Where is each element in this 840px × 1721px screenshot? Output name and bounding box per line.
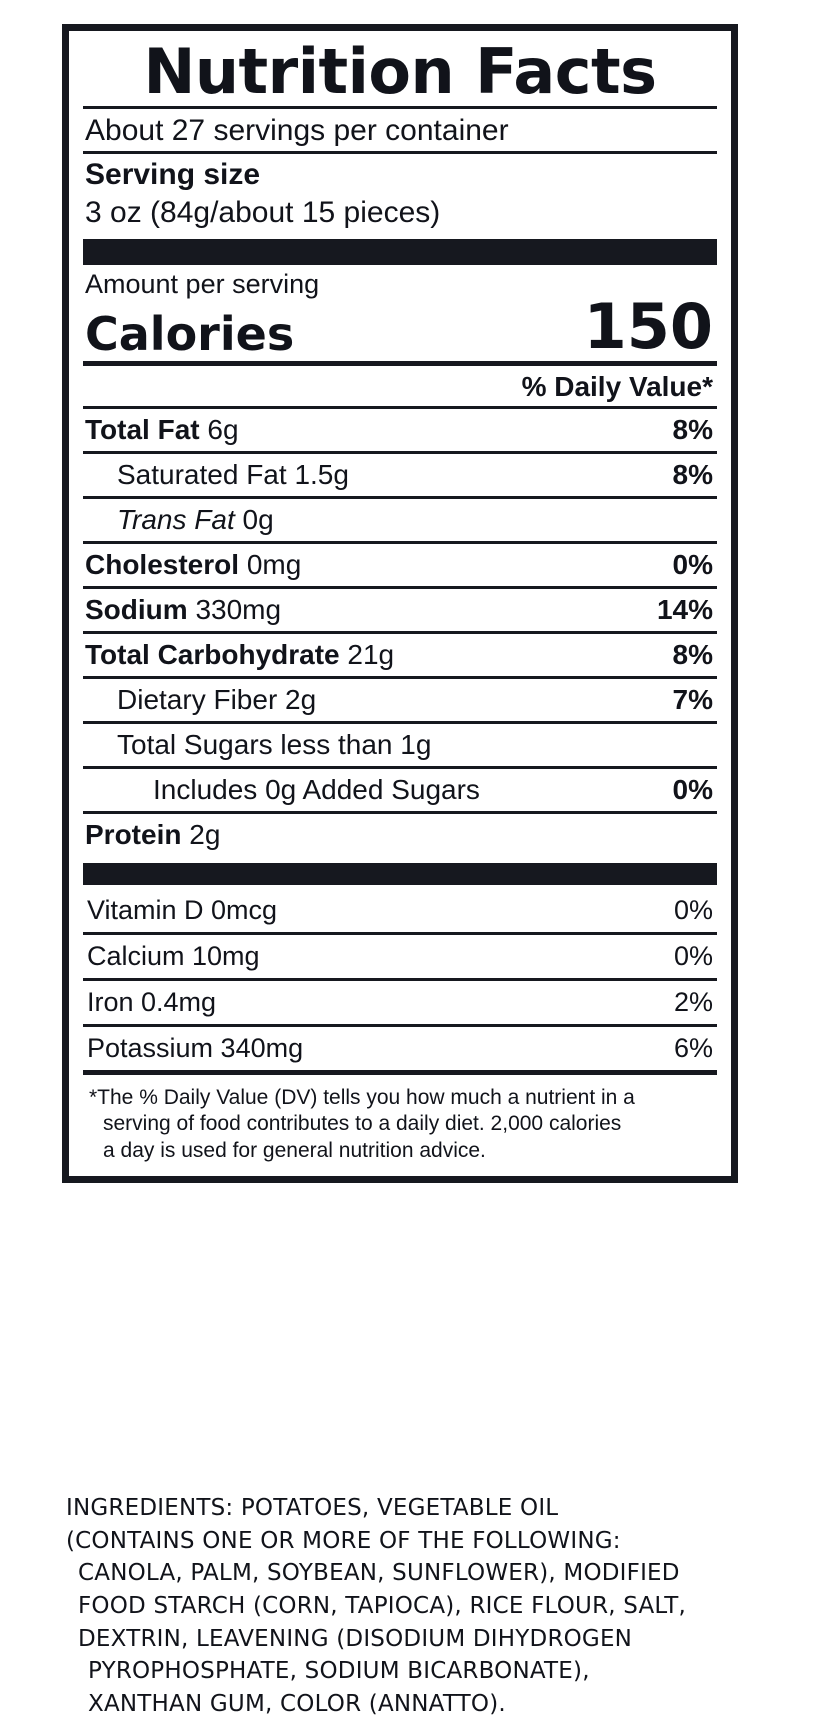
micronutrient-label: Potassium 340mg bbox=[87, 1033, 304, 1064]
nutrient-row bbox=[83, 766, 717, 811]
divider-servings bbox=[83, 151, 717, 154]
nutrient-dv: 14% bbox=[656, 594, 713, 626]
amount-per-serving-label: Amount per serving bbox=[85, 269, 320, 300]
micronutrient-row bbox=[83, 978, 717, 1024]
nutrient-label: Sodium 330mg bbox=[85, 594, 282, 626]
nutrient-row bbox=[83, 811, 717, 856]
nutrient-dv: 0% bbox=[672, 774, 713, 806]
calories-value: 150 bbox=[583, 290, 713, 364]
serving-size-label: Serving size bbox=[85, 158, 261, 192]
page-title: Nutrition Facts bbox=[143, 35, 657, 108]
nutrient-row bbox=[83, 676, 717, 721]
ingredients-list bbox=[66, 1492, 766, 1721]
ingredients-line: INGREDIENTS: POTATOES, VEGETABLE OIL bbox=[66, 1495, 559, 1521]
calories-label: Calories bbox=[85, 306, 295, 361]
micronutrient-row bbox=[83, 1024, 717, 1070]
nutrient-dv: 8% bbox=[672, 639, 713, 671]
footnote-line-3: a day is used for general nutrition advice. bbox=[103, 1138, 486, 1162]
nutrient-dv: 7% bbox=[672, 684, 713, 716]
footnote-line-1: *The % Daily Value (DV) tells you how much a nutrient in a bbox=[89, 1086, 635, 1110]
daily-value-header: % Daily Value* bbox=[521, 371, 713, 403]
nutrient-dv: 8% bbox=[672, 414, 713, 446]
divider-thick-top bbox=[83, 239, 717, 265]
nutrient-label: Protein 2g bbox=[85, 819, 221, 851]
micronutrient-row bbox=[83, 932, 717, 978]
ingredients-line: FOOD STARCH (CORN, TAPIOCA), RICE FLOUR, SALT, bbox=[78, 1592, 687, 1619]
nutrition-facts-panel bbox=[62, 24, 738, 1183]
micronutrient-dv: 0% bbox=[673, 941, 713, 972]
nutrient-row bbox=[83, 496, 717, 541]
nutrient-row bbox=[83, 586, 717, 631]
micronutrient-row bbox=[83, 889, 717, 932]
micronutrient-dv: 6% bbox=[673, 1033, 713, 1064]
nutrient-label: Includes 0g Added Sugars bbox=[153, 774, 480, 806]
ingredients-line: PYROPHOSPHATE, SODIUM BICARBONATE), bbox=[88, 1658, 590, 1685]
micronutrient-dv: 0% bbox=[673, 895, 713, 926]
micronutrient-label: Calcium 10mg bbox=[87, 941, 260, 972]
footnote-line-2: serving of food contributes to a daily diet. 2,000 calories bbox=[103, 1112, 622, 1136]
ingredients-line: DEXTRIN, LEAVENING (DISODIUM DIHYDROGEN bbox=[78, 1625, 633, 1652]
ingredients-line: (CONTAINS ONE OR MORE OF THE FOLLOWING: bbox=[66, 1527, 621, 1554]
nutrient-label: Total Fat 6g bbox=[85, 414, 239, 446]
divider-thick-micros bbox=[83, 863, 717, 885]
serving-size-value: 3 oz (84g/about 15 pieces) bbox=[85, 195, 441, 229]
nutrient-row bbox=[83, 406, 717, 451]
calories-row bbox=[83, 290, 717, 364]
ingredients-line: CANOLA, PALM, SOYBEAN, SUNFLOWER), MODIFIED bbox=[78, 1560, 680, 1587]
nutrient-row bbox=[83, 631, 717, 676]
ingredients-line: XANTHAN GUM, COLOR (ANNATTO). bbox=[88, 1690, 506, 1717]
nutrient-dv: 8% bbox=[672, 459, 713, 491]
nutrient-label: Trans Fat 0g bbox=[117, 504, 274, 536]
micronutrient-label: Vitamin D 0mcg bbox=[87, 895, 278, 926]
nutrient-label: Dietary Fiber 2g bbox=[117, 684, 317, 716]
nutrient-row bbox=[83, 451, 717, 496]
nutrient-label: Total Sugars less than 1g bbox=[117, 729, 432, 761]
nutrient-dv: 0% bbox=[672, 549, 713, 581]
servings-per-container: About 27 servings per container bbox=[85, 114, 509, 148]
nutrient-label: Cholesterol 0mg bbox=[85, 549, 302, 581]
nutrient-label: Saturated Fat 1.5g bbox=[117, 459, 349, 491]
nutrient-row bbox=[83, 541, 717, 586]
daily-value-footnote bbox=[83, 1070, 717, 1166]
nutrient-row bbox=[83, 721, 717, 766]
micronutrient-label: Iron 0.4mg bbox=[87, 987, 217, 1018]
micronutrient-dv: 2% bbox=[673, 987, 713, 1018]
nutrient-label: Total Carbohydrate 21g bbox=[85, 639, 395, 671]
